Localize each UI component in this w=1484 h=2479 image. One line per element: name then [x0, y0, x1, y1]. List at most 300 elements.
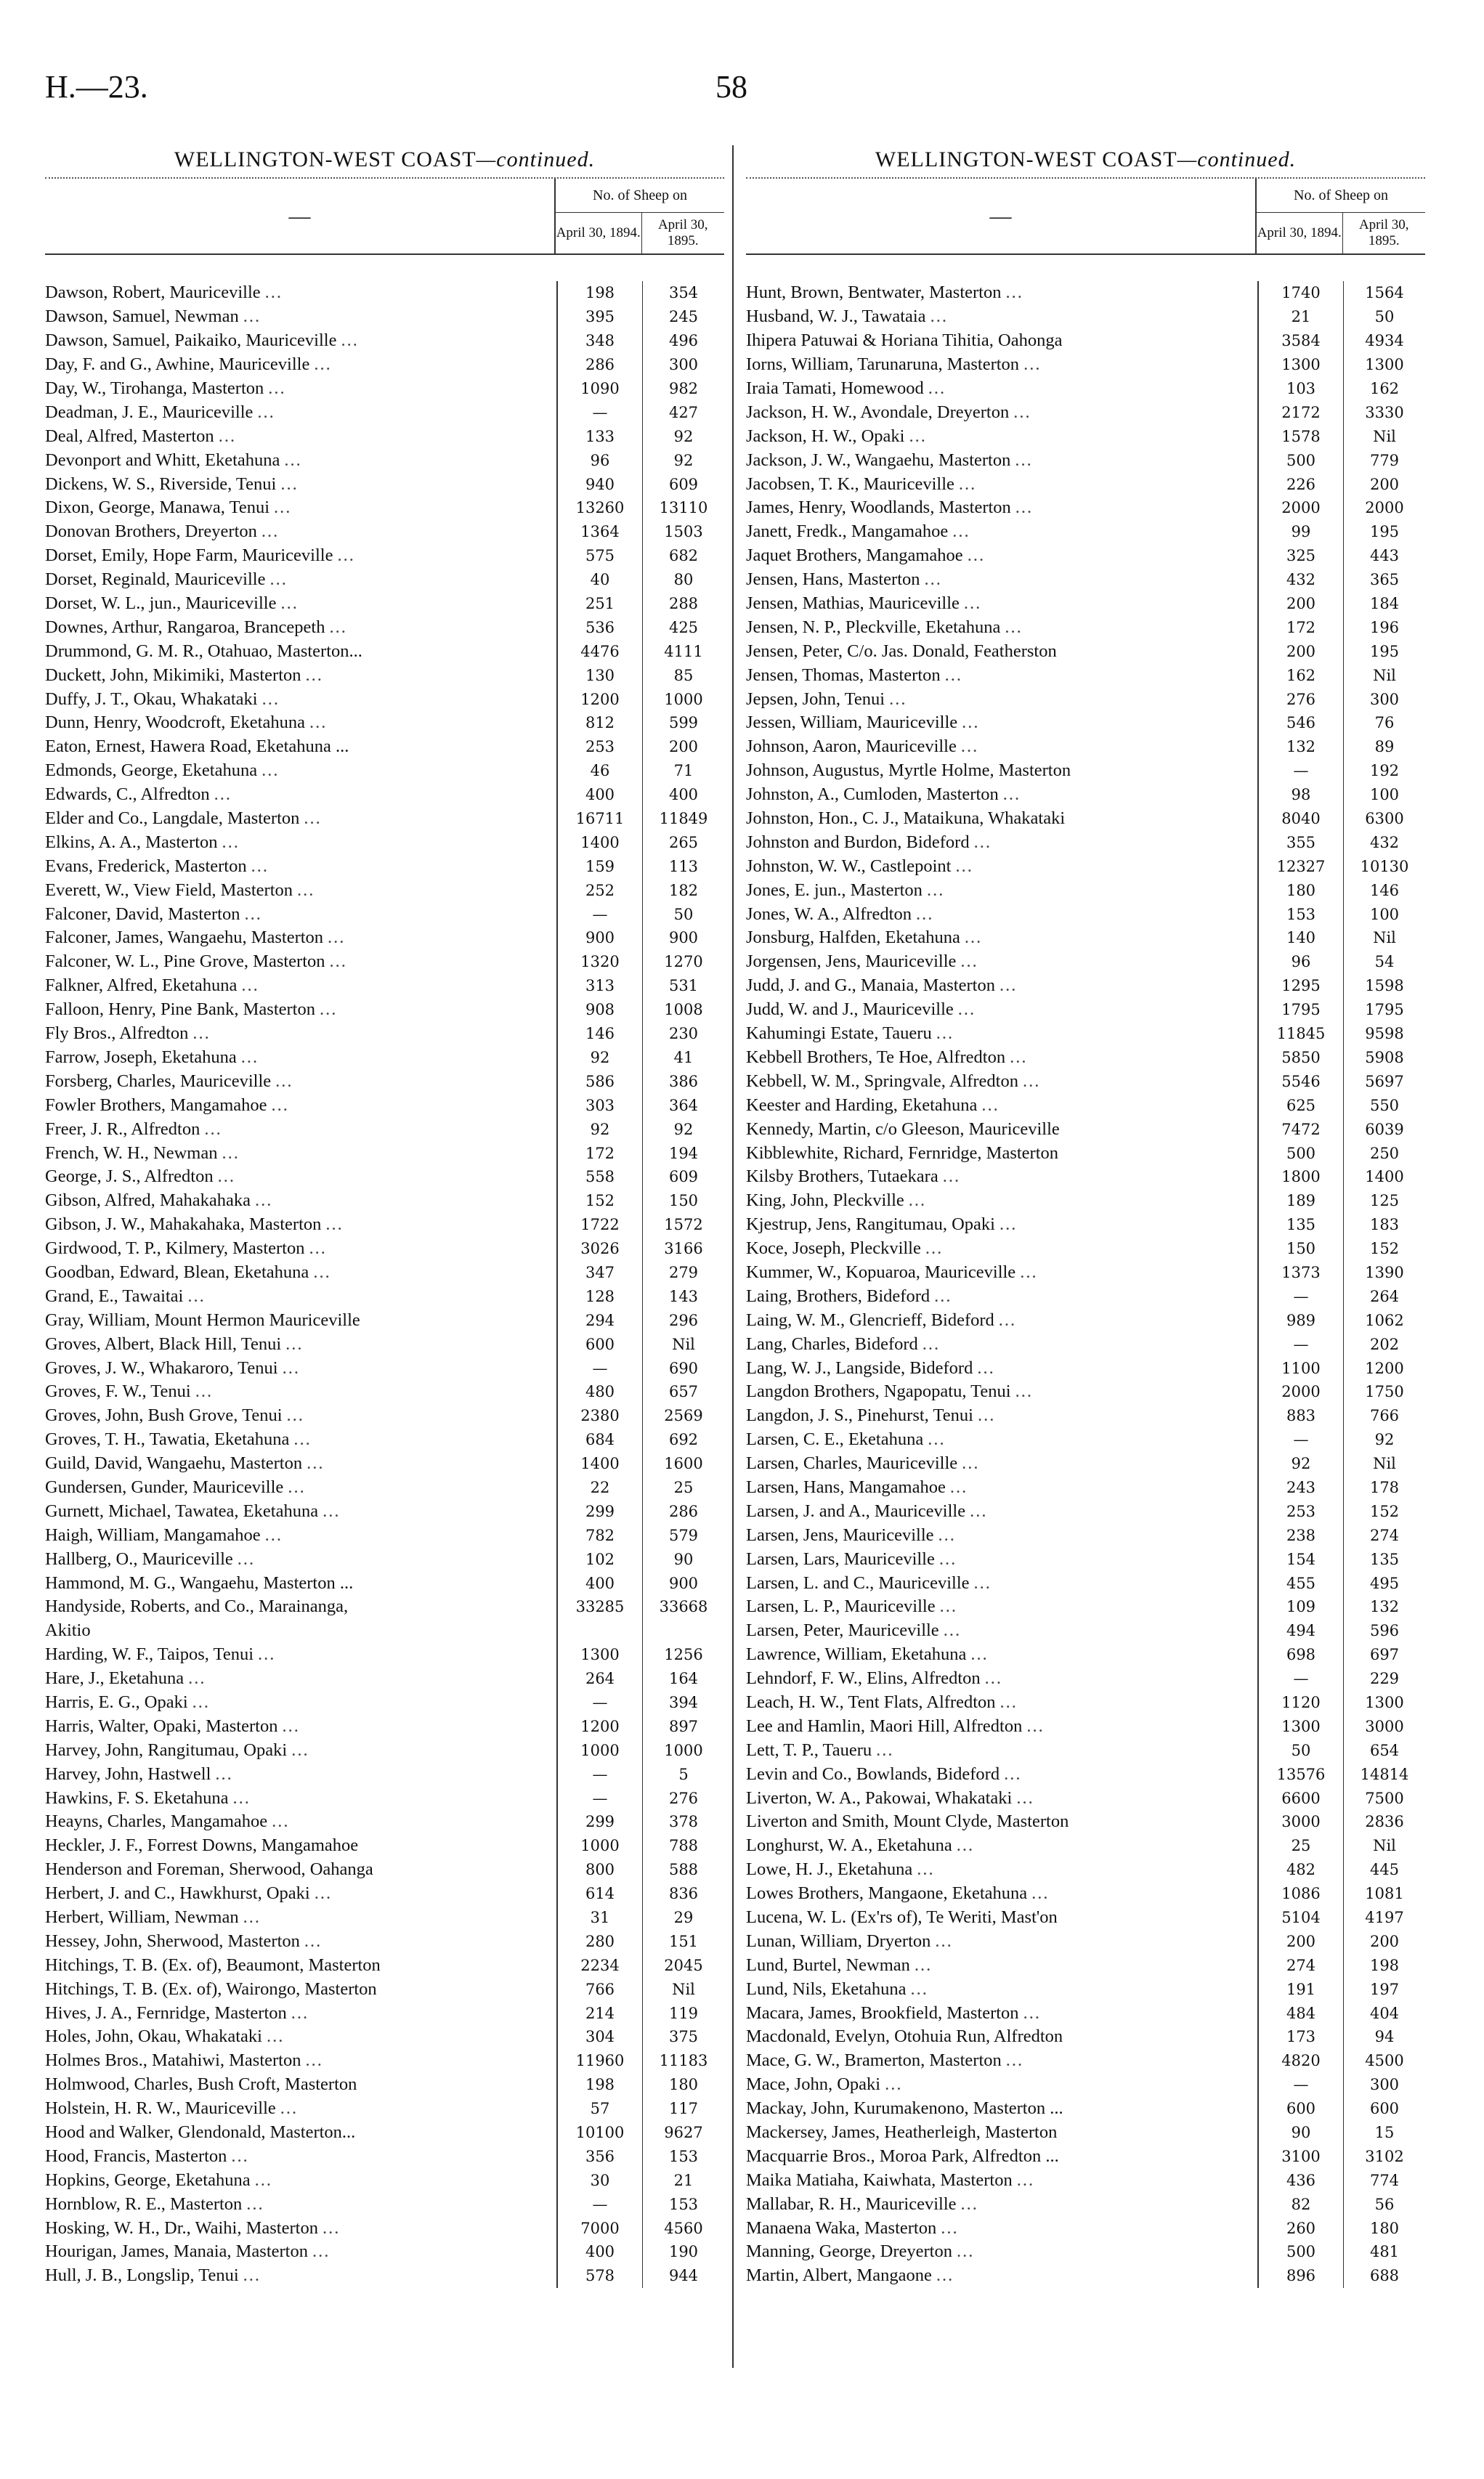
- owner-name-text: Husband, W. J., Tawataia: [746, 307, 926, 327]
- table-row: [746, 1929, 1425, 1953]
- sheep-1895: Nil: [1344, 1834, 1426, 1858]
- sheep-count-header: No. of Sheep on: [1256, 179, 1425, 213]
- owner-name-text: Laing, W. M., Glencrieff, Bideford: [746, 1310, 994, 1330]
- table-row: [45, 711, 724, 735]
- sheep-1894: 299: [557, 1499, 643, 1523]
- sheep-1894: 103: [1258, 377, 1344, 401]
- leader-dots: ...: [328, 928, 346, 948]
- table-row: [45, 1117, 724, 1141]
- sheep-1895: 1062: [1344, 1308, 1426, 1332]
- owner-name-text: Duffy, J. T., Okau, Whakataki: [45, 689, 258, 709]
- leader-dots: ...: [1015, 1381, 1033, 1402]
- table-row: [45, 2144, 724, 2168]
- sheep-1895: 4560: [643, 2216, 725, 2240]
- owner-name-text: Keester and Harding, Eketahuna: [746, 1095, 978, 1115]
- owner-name: [45, 1380, 557, 1404]
- leader-dots: ...: [1010, 1047, 1028, 1067]
- sheep-1895: 600: [1344, 2097, 1426, 2121]
- sheep-1894: 546: [1258, 711, 1344, 735]
- sheep-1895: 365: [1344, 568, 1426, 592]
- sheep-1895: 245: [643, 305, 725, 329]
- sheep-1894: 299: [557, 1810, 643, 1834]
- table-row: [746, 1332, 1425, 1356]
- owner-name-text: Dawson, Samuel, Newman: [45, 307, 239, 327]
- owner-name: [45, 878, 557, 902]
- table-row: [746, 663, 1425, 687]
- leader-dots: ...: [938, 1549, 957, 1569]
- sheep-1894: 200: [1258, 1929, 1344, 1953]
- sheep-1895: 1400: [1344, 1165, 1426, 1189]
- sheep-1894: 10100: [557, 2121, 643, 2145]
- owner-name-text: Groves, John, Bush Grove, Tenui: [45, 1405, 283, 1426]
- owner-name: [45, 1046, 557, 1070]
- owner-name-text: Lawrence, William, Eketahuna: [746, 1644, 967, 1665]
- owner-name: [45, 2073, 557, 2097]
- owner-name: [746, 1714, 1258, 1738]
- owner-name: [746, 353, 1258, 377]
- owner-name: [746, 1643, 1258, 1667]
- sheep-1895: 9598: [1344, 1022, 1426, 1046]
- leader-dots: ...: [314, 354, 332, 375]
- leader-dots: ...: [960, 952, 978, 972]
- leader-dots: ...: [1015, 498, 1034, 518]
- sheep-1894: 940: [557, 472, 643, 496]
- leader-dots: ...: [1005, 617, 1023, 637]
- leader-dots: ...: [955, 856, 973, 876]
- column-title: WELLINGTON-WEST COAST—continued.: [875, 147, 1297, 171]
- table-row: [45, 2121, 724, 2145]
- table-row: [45, 1428, 724, 1452]
- sheep-1895: 1750: [1344, 1380, 1426, 1404]
- sheep-1895: 180: [1344, 2216, 1426, 2240]
- leader-dots: ...: [272, 1811, 290, 1832]
- owner-name: [45, 1022, 557, 1046]
- owner-name-text: Deadman, J. E., Mauriceville: [45, 402, 254, 422]
- owner-name-text: Dawson, Samuel, Paikaiko, Mauriceville: [45, 330, 337, 351]
- leader-dots: ...: [264, 1525, 283, 1545]
- sheep-1895: Nil: [1344, 926, 1426, 950]
- sheep-1894: 3026: [557, 1237, 643, 1261]
- leader-dots: ...: [1016, 1788, 1034, 1808]
- leader-dots: ...: [942, 1167, 961, 1187]
- sheep-1894: 159: [557, 854, 643, 878]
- owner-name: [45, 1213, 557, 1237]
- table-row: [746, 377, 1425, 401]
- sheep-1895: 609: [643, 472, 725, 496]
- sheep-1894: 96: [557, 448, 643, 472]
- sheep-1894: 578: [557, 2264, 643, 2288]
- leader-dots: ...: [962, 1453, 980, 1474]
- sheep-1895: 445: [1344, 1858, 1426, 1882]
- owner-name-text: Holes, John, Okau, Whakataki: [45, 2026, 262, 2047]
- sheep-1894: 7472: [1258, 1117, 1344, 1141]
- sheep-1894: 558: [557, 1165, 643, 1189]
- table-row: [45, 1308, 724, 1332]
- owner-name-text: Liverton and Smith, Mount Clyde, Masterton: [746, 1811, 1069, 1832]
- sheep-1895: Nil: [1344, 1452, 1426, 1476]
- owner-name-text: Lowes Brothers, Mangaone, Eketahuna: [746, 1883, 1028, 1904]
- owner-name: [746, 520, 1258, 544]
- owner-name-text: Dorset, Emily, Hope Farm, Mauriceville: [45, 545, 333, 566]
- sheep-1895: 178: [1344, 1476, 1426, 1500]
- sheep-1895: 195: [1344, 520, 1426, 544]
- table-row: [746, 1953, 1425, 1977]
- sheep-1894: 1320: [557, 950, 643, 974]
- sheep-1894: 684: [557, 1428, 643, 1452]
- owner-name: [746, 1308, 1258, 1332]
- owner-name: [45, 1595, 557, 1619]
- sheep-1894: 109: [1258, 1595, 1344, 1619]
- leader-dots: ...: [1022, 1071, 1041, 1091]
- leader-dots: ...: [309, 1238, 327, 1259]
- sheep-1895: 364: [643, 1093, 725, 1117]
- sheep-1895: 71: [643, 759, 725, 783]
- sheep-1894: 82: [1258, 2192, 1344, 2216]
- owner-name: [45, 1858, 557, 1882]
- sheep-1895: 85: [643, 663, 725, 687]
- owner-name: [746, 1691, 1258, 1715]
- sheep-1894: 96: [1258, 950, 1344, 974]
- owner-name: [45, 1499, 557, 1523]
- sheep-1894: 1400: [557, 830, 643, 854]
- owner-name-text: Fowler Brothers, Mangamahoe: [45, 1095, 267, 1115]
- owner-name-text: Kilsby Brothers, Tutaekara: [746, 1167, 938, 1187]
- table-row: [45, 974, 724, 998]
- sheep-1894: 2172: [1258, 400, 1344, 424]
- sheep-1894: 400: [557, 783, 643, 807]
- table-row: [746, 1476, 1425, 1500]
- sheep-1894: 355: [1258, 830, 1344, 854]
- table-header: [746, 179, 1425, 255]
- sheep-1895: 836: [643, 1882, 725, 1906]
- sheep-1895: 117: [643, 2097, 725, 2121]
- data-table: [45, 281, 724, 2288]
- sheep-1895: 182: [643, 878, 725, 902]
- leader-dots: ...: [291, 2003, 309, 2023]
- owner-name: [45, 1738, 557, 1762]
- owner-name: [45, 568, 557, 592]
- owner-name: [45, 1332, 557, 1356]
- table-row: [746, 711, 1425, 735]
- sheep-1894: —: [1258, 1667, 1344, 1691]
- sheep-1894: 1795: [1258, 998, 1344, 1022]
- leader-dots: ...: [910, 1979, 928, 1999]
- owner-name: [746, 1069, 1258, 1093]
- sheep-1894: 500: [1258, 448, 1344, 472]
- sheep-1894: 251: [557, 592, 643, 616]
- owner-name-text: Lett, T. P., Taueru: [746, 1740, 872, 1760]
- leader-dots: ...: [909, 426, 927, 446]
- leader-dots: ...: [325, 1214, 344, 1235]
- leader-dots: ...: [282, 1716, 300, 1736]
- owner-name-text: Haigh, William, Mangamahoe: [45, 1525, 261, 1545]
- sheep-1895: 13110: [643, 496, 725, 520]
- table-row: [45, 1093, 724, 1117]
- leader-dots: ...: [999, 975, 1018, 996]
- owner-name: [746, 1428, 1258, 1452]
- owner-name: [746, 1046, 1258, 1070]
- owner-name: [45, 1762, 557, 1786]
- table-row: [746, 568, 1425, 592]
- leader-dots: ...: [243, 307, 261, 327]
- table-row: [746, 305, 1425, 329]
- table-row: [746, 1093, 1425, 1117]
- owner-name-text: Girdwood, T. P., Kilmery, Masterton: [45, 1238, 305, 1259]
- sheep-1894: 135: [1258, 1213, 1344, 1237]
- leader-dots: ...: [243, 1907, 261, 1927]
- leader-dots: ...: [1023, 354, 1042, 375]
- table-row: [45, 1189, 724, 1213]
- owner-name-text: Everett, W., View Field, Masterton: [45, 880, 293, 900]
- sheep-1895: 788: [643, 1834, 725, 1858]
- owner-name-text: Hull, J. B., Longslip, Tenui: [45, 2265, 239, 2286]
- sheep-1894: 8040: [1258, 807, 1344, 831]
- sheep-1894: 238: [1258, 1523, 1344, 1547]
- table-row: [746, 2144, 1425, 2168]
- column-title: WELLINGTON-WEST COAST—continued.: [174, 147, 596, 171]
- sheep-1894: 2000: [1258, 496, 1344, 520]
- owner-name: [746, 496, 1258, 520]
- owner-name-text: Kibblewhite, Richard, Fernridge, Masterton: [746, 1143, 1059, 1163]
- owner-name-text: Akitio: [45, 1620, 91, 1641]
- leader-dots: ...: [297, 880, 315, 900]
- table-row: [746, 735, 1425, 759]
- owner-name: [746, 2144, 1258, 2168]
- table-row: [45, 1738, 724, 1762]
- owner-name-text: Edmonds, George, Eketahuna: [45, 760, 258, 781]
- table-row: [45, 305, 724, 329]
- owner-name-text: Freer, J. R., Alfredton: [45, 1119, 200, 1139]
- sheep-1894: 1300: [557, 1643, 643, 1667]
- owner-name: [746, 1929, 1258, 1953]
- table-row: [45, 1213, 724, 1237]
- table-row: [746, 329, 1425, 353]
- owner-name-text: Hammond, M. G., Wangaehu, Masterton ...: [45, 1573, 354, 1593]
- leader-dots: ...: [934, 1286, 952, 1306]
- table-row: [45, 1332, 724, 1356]
- sheep-1894: 1000: [557, 1834, 643, 1858]
- table-row: [746, 1977, 1425, 2001]
- sheep-1895: 779: [1344, 448, 1426, 472]
- owner-name: [746, 1476, 1258, 1500]
- sheep-1894: 252: [557, 878, 643, 902]
- owner-name-text: Hallberg, O., Mauriceville: [45, 1549, 233, 1569]
- sheep-1894: 812: [557, 711, 643, 735]
- owner-name: [45, 1428, 557, 1452]
- sheep-1894: 11960: [557, 2049, 643, 2073]
- owner-name-text: George, J. S., Alfredton: [45, 1167, 214, 1187]
- sheep-1894: 1800: [1258, 1165, 1344, 1189]
- table-row: [746, 1714, 1425, 1738]
- owner-name-text: Mackay, John, Kurumakenono, Masterton ...: [746, 2098, 1063, 2119]
- owner-name-text: Harding, W. F., Taipos, Tenui: [45, 1644, 254, 1665]
- sheep-1894: —: [1258, 1332, 1344, 1356]
- owner-name: [45, 711, 557, 735]
- owner-name-text: Hood and Walker, Glendonald, Masterton...: [45, 2122, 356, 2143]
- sheep-1895: 4500: [1344, 2049, 1426, 2073]
- owner-name: [45, 1523, 557, 1547]
- owner-name-text: Evans, Frederick, Masterton: [45, 856, 247, 876]
- sheep-1895: 7500: [1344, 1786, 1426, 1810]
- table-row: [45, 1810, 724, 1834]
- sheep-1894: 395: [557, 305, 643, 329]
- sheep-1894: 1373: [1258, 1261, 1344, 1285]
- table-row: [746, 1619, 1425, 1643]
- owner-name: [746, 1953, 1258, 1977]
- table-row: [45, 1977, 724, 2001]
- owner-name: [45, 1977, 557, 2001]
- owner-name: [45, 1404, 557, 1428]
- leader-dots: ...: [1005, 283, 1023, 303]
- sheep-1895: 195: [1344, 639, 1426, 663]
- owner-name-text: Falkner, Alfred, Eketahuna: [45, 975, 238, 996]
- sheep-1895: 164: [643, 1667, 725, 1691]
- table-row: [45, 615, 724, 639]
- owner-name: [746, 1093, 1258, 1117]
- sheep-1894: 432: [1258, 568, 1344, 592]
- sheep-1894: 400: [557, 1571, 643, 1595]
- sheep-1894: —: [557, 1762, 643, 1786]
- sheep-1895: 151: [643, 1929, 725, 1953]
- leader-dots: ...: [1005, 2050, 1024, 2071]
- owner-name: [45, 1834, 557, 1858]
- leader-dots: ...: [981, 1095, 1000, 1115]
- sheep-1895: 688: [1344, 2264, 1426, 2288]
- table-row: [746, 592, 1425, 616]
- table-row: [45, 926, 724, 950]
- owner-name: [45, 1953, 557, 1977]
- owner-name: [45, 424, 557, 448]
- owner-name: [45, 2121, 557, 2145]
- owner-name-text: French, W. H., Newman: [45, 1143, 218, 1163]
- owner-name: [45, 1667, 557, 1691]
- leader-dots: ...: [973, 832, 992, 852]
- table-row: [45, 902, 724, 926]
- table-row: [746, 520, 1425, 544]
- sheep-1894: 1200: [557, 1714, 643, 1738]
- sheep-1895: 766: [1344, 1404, 1426, 1428]
- right-column: [746, 142, 1425, 2288]
- sheep-1895: 265: [643, 830, 725, 854]
- sheep-1895: 92: [643, 424, 725, 448]
- table-row: [45, 2049, 724, 2073]
- owner-name: [746, 1356, 1258, 1380]
- leader-dots: ...: [304, 1931, 323, 1951]
- table-row: [746, 424, 1425, 448]
- sheep-1894: 1740: [1258, 281, 1344, 305]
- sheep-1895: 2569: [643, 1404, 725, 1428]
- owner-name: [45, 1261, 557, 1285]
- owner-name: [746, 2001, 1258, 2025]
- table-row: [746, 2192, 1425, 2216]
- sheep-1895: 609: [643, 1165, 725, 1189]
- table-row: [746, 1165, 1425, 1189]
- sheep-1894: 3100: [1258, 2144, 1344, 2168]
- table-row: [45, 1141, 724, 1165]
- leader-dots: ...: [285, 1334, 304, 1354]
- leader-dots: ...: [926, 880, 945, 900]
- owner-name: [45, 2097, 557, 2121]
- owner-name: [45, 1882, 557, 1906]
- table-row: [746, 926, 1425, 950]
- sheep-1895: [643, 1619, 725, 1643]
- sheep-1894: 16711: [557, 807, 643, 831]
- table-row: [746, 1261, 1425, 1285]
- owner-name-text: Jackson, J. W., Wangaehu, Masterton: [746, 450, 1011, 470]
- table-row: [746, 687, 1425, 711]
- owner-name-text: Lowe, H. J., Eketahuna: [746, 1859, 913, 1880]
- sheep-1894: 150: [1258, 1237, 1344, 1261]
- sheep-1895: 2045: [643, 1953, 725, 1977]
- owner-name: [746, 2216, 1258, 2240]
- table-row: [45, 1619, 724, 1643]
- leader-dots: ...: [1004, 1764, 1022, 1784]
- table-row: [45, 400, 724, 424]
- sheep-1895: 92: [1344, 1428, 1426, 1452]
- sheep-1894: 130: [557, 663, 643, 687]
- sheep-1895: 1300: [1344, 353, 1426, 377]
- table-row: [45, 735, 724, 759]
- table-row: [746, 639, 1425, 663]
- name-column-header: —: [288, 203, 311, 228]
- sheep-1894: 989: [1258, 1308, 1344, 1332]
- sheep-1895: 300: [1344, 2073, 1426, 2097]
- leader-dots: ...: [970, 1644, 989, 1665]
- table-row: [45, 281, 724, 305]
- owner-name-text: Lund, Nils, Eketahuna: [746, 1979, 907, 1999]
- table-row: [45, 1929, 724, 1953]
- sheep-1895: 1390: [1344, 1261, 1426, 1285]
- owner-name-text: Larsen, Hans, Mangamahoe: [746, 1477, 946, 1497]
- table-row: [45, 878, 724, 902]
- table-row: [746, 759, 1425, 783]
- sheep-1894: 50: [1258, 1738, 1344, 1762]
- owner-name: [45, 2168, 557, 2192]
- sheep-1895: 9627: [643, 2121, 725, 2145]
- sheep-1894: 90: [1258, 2121, 1344, 2145]
- table-row: [45, 1022, 724, 1046]
- leader-dots: ...: [936, 1023, 954, 1044]
- sheep-1894: 480: [557, 1380, 643, 1404]
- table-row: [45, 1714, 724, 1738]
- sheep-1895: 481: [1344, 2240, 1426, 2264]
- leader-dots: ...: [261, 760, 280, 781]
- owner-name-text: Kummer, W., Kopuaroa, Mauriceville: [746, 1262, 1016, 1282]
- owner-name: [45, 496, 557, 520]
- owner-name-text: Langdon, J. S., Pinehurst, Tenui: [746, 1405, 973, 1426]
- table-row: [746, 1882, 1425, 1906]
- owner-name-text: Dawson, Robert, Mauriceville: [45, 283, 261, 303]
- sheep-1894: 900: [557, 926, 643, 950]
- sheep-1894: 133: [557, 424, 643, 448]
- owner-name: [45, 1452, 557, 1476]
- owner-name: [45, 1237, 557, 1261]
- leader-dots: ...: [314, 1883, 333, 1904]
- table-row: [45, 687, 724, 711]
- table-row: [746, 400, 1425, 424]
- leader-dots: ...: [204, 1119, 222, 1139]
- owner-name: [45, 663, 557, 687]
- sheep-1895: 496: [643, 329, 725, 353]
- sheep-1895: 198: [1344, 1953, 1426, 1977]
- table-row: [45, 759, 724, 783]
- sheep-1894: 625: [1258, 1093, 1344, 1117]
- sheep-1894: 500: [1258, 2240, 1344, 2264]
- owner-name-text: Larsen, Lars, Mauriceville: [746, 1549, 935, 1569]
- table-row: [746, 472, 1425, 496]
- leader-dots: ...: [215, 1764, 233, 1784]
- data-table: [746, 281, 1425, 2288]
